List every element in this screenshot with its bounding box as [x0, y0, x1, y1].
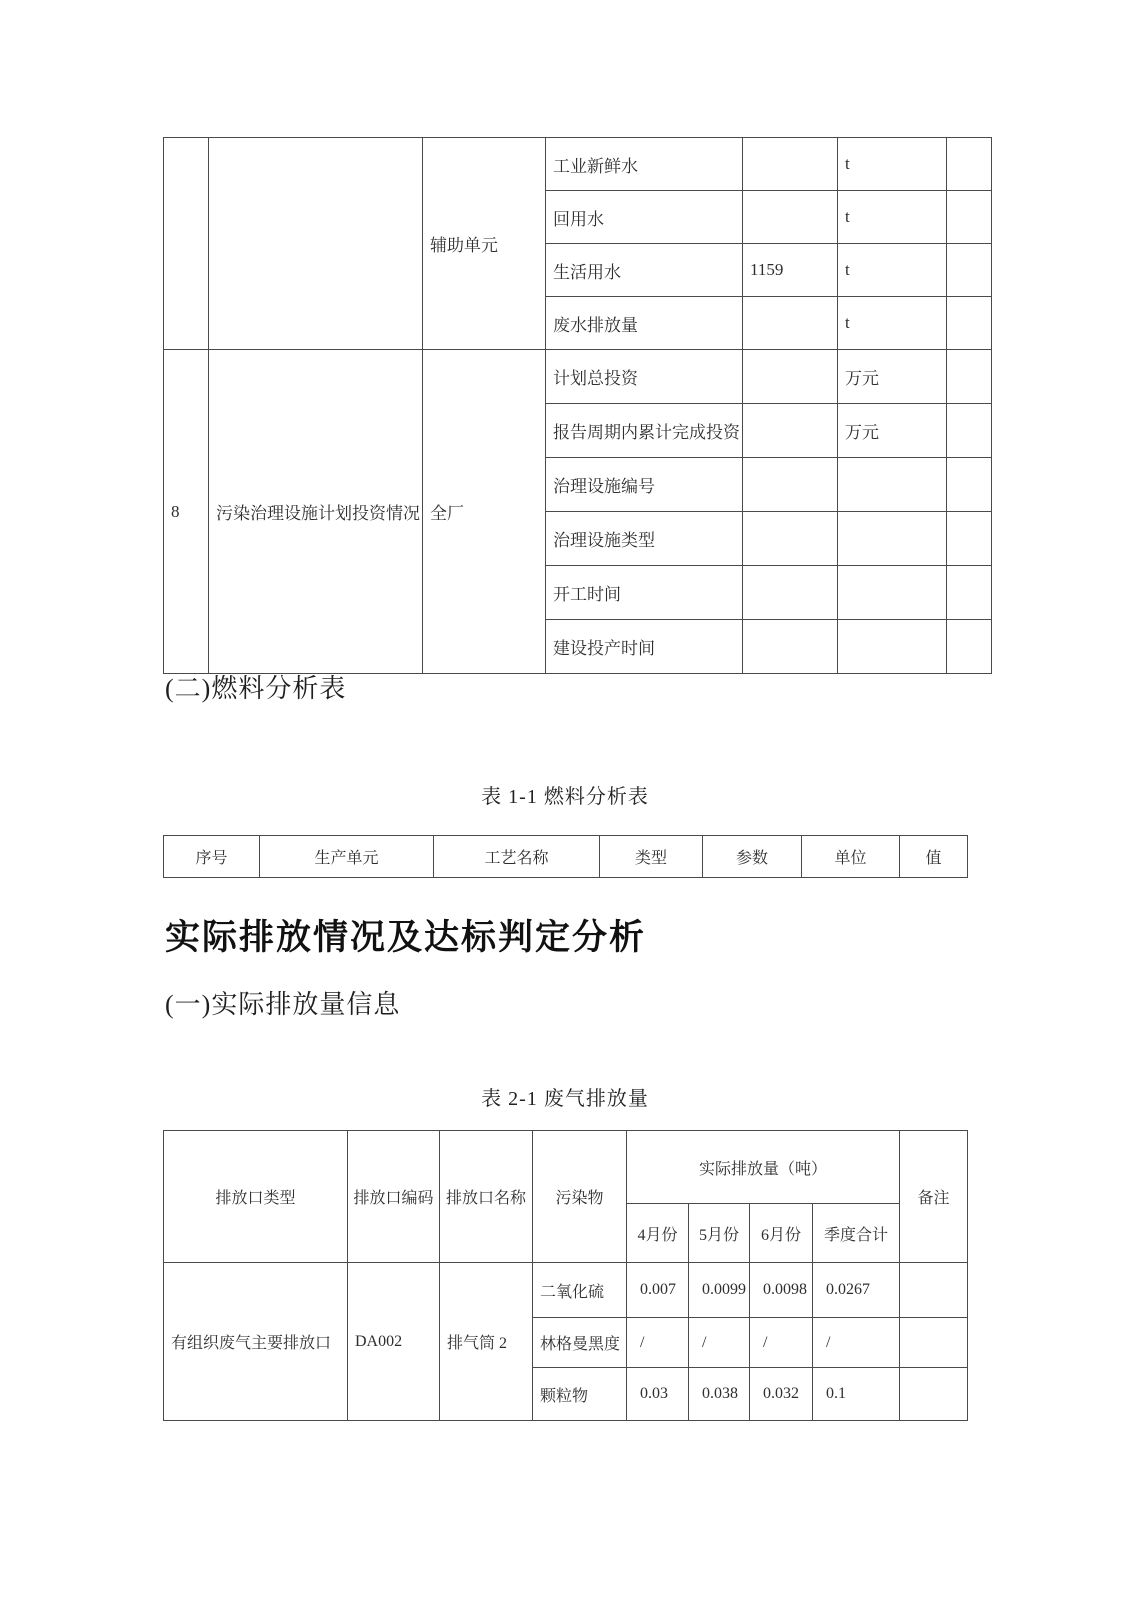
header-cell-seq: 序号: [164, 836, 260, 878]
unit-scope-cell: 辅助单元: [423, 138, 546, 350]
value-cell-quarter: /: [813, 1318, 900, 1368]
value-cell: [743, 566, 838, 620]
unit-cell: t: [838, 297, 947, 350]
value-cell: [743, 138, 838, 191]
value-cell-quarter: 0.1: [813, 1368, 900, 1421]
header-cell-parameter: 参数: [703, 836, 802, 878]
unit-cell: [838, 458, 947, 512]
emission-table: [163, 1130, 968, 1421]
seq-cell: 8: [164, 350, 209, 674]
header-cell-month-may: 5月份: [689, 1204, 750, 1263]
param-cell: 工业新鲜水: [546, 138, 743, 191]
param-cell: 废水排放量: [546, 297, 743, 350]
header-cell-process-name: 工艺名称: [434, 836, 600, 878]
pollutant-cell: 林格曼黑度: [533, 1318, 627, 1368]
note-cell: [947, 566, 992, 620]
note-cell: [947, 297, 992, 350]
value-cell: [743, 404, 838, 458]
value-cell: [743, 620, 838, 674]
note-cell: [947, 512, 992, 566]
header-cell-quarter-total: 季度合计: [813, 1204, 900, 1263]
header-cell-note: 备注: [900, 1131, 968, 1263]
outlet-type-cell: 有组织废气主要排放口: [164, 1263, 348, 1421]
header-cell-month-jun: 6月份: [750, 1204, 813, 1263]
value-cell-apr: 0.03: [627, 1368, 689, 1421]
section-heading-fuel: (二)燃料分析表: [165, 674, 347, 703]
header-cell-month-apr: 4月份: [627, 1204, 689, 1263]
value-cell: [743, 191, 838, 244]
unit-cell: [838, 512, 947, 566]
note-cell: [900, 1263, 968, 1318]
value-cell: 1159: [743, 244, 838, 297]
param-cell: 建设投产时间: [546, 620, 743, 674]
header-cell-pollutant: 污染物: [533, 1131, 627, 1263]
value-cell: [743, 297, 838, 350]
note-cell: [947, 458, 992, 512]
note-cell: [900, 1368, 968, 1421]
outlet-name-cell: 排气筒 2: [440, 1263, 533, 1421]
param-cell: 治理设施编号: [546, 458, 743, 512]
fuel-analysis-table: [163, 835, 968, 878]
header-cell-unit: 单位: [802, 836, 900, 878]
header-cell-value: 值: [900, 836, 968, 878]
note-cell: [947, 191, 992, 244]
param-cell: 计划总投资: [546, 350, 743, 404]
table-caption-1-1: 表 1-1 燃料分析表: [481, 786, 649, 808]
param-cell: 生活用水: [546, 244, 743, 297]
note-cell: [947, 350, 992, 404]
value-cell: [743, 350, 838, 404]
seq-cell: [164, 138, 209, 350]
unit-cell: t: [838, 138, 947, 191]
pollutant-cell: 颗粒物: [533, 1368, 627, 1421]
value-cell-may: /: [689, 1318, 750, 1368]
value-cell-quarter: 0.0267: [813, 1263, 900, 1318]
item-cell: [209, 138, 423, 350]
header-cell-outlet-code: 排放口编码: [348, 1131, 440, 1263]
unit-cell: 万元: [838, 404, 947, 458]
unit-cell: [838, 620, 947, 674]
header-cell-type: 类型: [600, 836, 703, 878]
unit-cell: [838, 566, 947, 620]
value-cell-jun: 0.0098: [750, 1263, 813, 1318]
outlet-code-cell: DA002: [348, 1263, 440, 1421]
note-cell: [947, 244, 992, 297]
pollutant-cell: 二氧化硫: [533, 1263, 627, 1318]
section-heading-actual-emission: (一)实际排放量信息: [165, 990, 401, 1019]
unit-cell: 万元: [838, 350, 947, 404]
param-cell: 治理设施类型: [546, 512, 743, 566]
value-cell-jun: 0.032: [750, 1368, 813, 1421]
value-cell-apr: 0.007: [627, 1263, 689, 1318]
note-cell: [947, 138, 992, 191]
header-cell-outlet-name: 排放口名称: [440, 1131, 533, 1263]
note-cell: [947, 620, 992, 674]
chapter-heading: 实际排放情况及达标判定分析: [165, 918, 647, 957]
value-cell-apr: /: [627, 1318, 689, 1368]
param-cell: 开工时间: [546, 566, 743, 620]
param-cell: 回用水: [546, 191, 743, 244]
value-cell: [743, 458, 838, 512]
unit-scope-cell: 全厂: [423, 350, 546, 674]
production-info-table: [163, 137, 992, 674]
unit-cell: t: [838, 244, 947, 297]
note-cell: [947, 404, 992, 458]
header-cell-actual-emission: 实际排放量（吨）: [627, 1131, 900, 1204]
unit-cell: t: [838, 191, 947, 244]
value-cell-jun: /: [750, 1318, 813, 1368]
table-caption-2-1: 表 2-1 废气排放量: [481, 1088, 649, 1110]
value-cell: [743, 512, 838, 566]
header-cell-outlet-type: 排放口类型: [164, 1131, 348, 1263]
value-cell-may: 0.038: [689, 1368, 750, 1421]
header-cell-production-unit: 生产单元: [260, 836, 434, 878]
value-cell-may: 0.0099: [689, 1263, 750, 1318]
item-cell: 污染治理设施计划投资情况: [209, 350, 423, 674]
note-cell: [900, 1318, 968, 1368]
param-cell: 报告周期内累计完成投资: [546, 404, 743, 458]
